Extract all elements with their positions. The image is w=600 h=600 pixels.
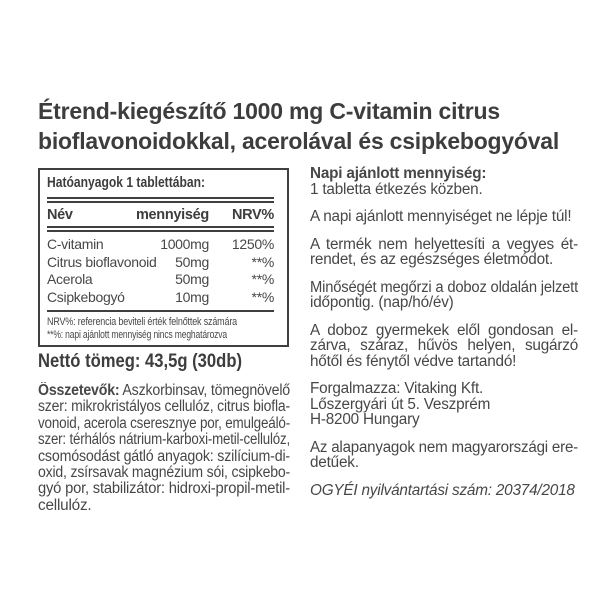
ingredient-name: Csipkebogyó bbox=[47, 288, 125, 305]
ingredients-line: szer: mikrokristályos cellulóz, citrus biofla- bbox=[38, 398, 290, 416]
distributor-paragraph-line: Lőszergyári út 5. Veszprém bbox=[310, 395, 491, 413]
ingredient-nrv: **% bbox=[251, 271, 274, 287]
distributor-paragraph bbox=[310, 381, 578, 428]
ingredient-nrv: **% bbox=[251, 288, 274, 305]
best-before-paragraph-line: időpontig. (nap/hó/év) bbox=[310, 294, 454, 311]
facts-header-row bbox=[47, 207, 274, 224]
ingredient-name: C-vitamin bbox=[47, 236, 104, 252]
facts-footnotes bbox=[47, 316, 274, 342]
ingredients-line: oxid, zsírsavak magnézium sói, csipkebo- bbox=[38, 464, 290, 482]
do-not-exceed-paragraph bbox=[310, 209, 578, 225]
facts-footnote: NRV%: referencia beviteli érték felnőttek számára bbox=[47, 315, 237, 328]
ingredient-name: Acerola bbox=[47, 271, 93, 287]
storage-paragraph bbox=[310, 323, 578, 370]
not-a-substitute-paragraph-line: A termék nem helyettesíti a vegyes ét- bbox=[310, 235, 578, 253]
ingredients-line: szer: térhálós nátrium-karboxi-metil-cellulóz, bbox=[38, 431, 291, 449]
best-before-paragraph-line: Minőségét megőrzi a doboz oldalán jelzett bbox=[310, 278, 578, 296]
ingredient-amount: 50mg bbox=[175, 253, 209, 270]
net-weight bbox=[38, 350, 242, 373]
facts-rows bbox=[47, 236, 274, 306]
ingredients-line: cellulóz. bbox=[38, 496, 92, 514]
ingredient-amount: 50mg bbox=[175, 271, 209, 287]
distributor-paragraph-line: H-8200 Hungary bbox=[310, 411, 420, 428]
double-rule-top bbox=[47, 197, 274, 203]
storage-paragraph-line: A doboz gyermekek elől gondosan el- bbox=[310, 321, 579, 339]
column-header-amount: mennyiség bbox=[135, 207, 209, 223]
right-column bbox=[310, 166, 578, 510]
net-weight-line: Nettó tömeg: 43,5g (30db) bbox=[38, 351, 243, 372]
facts-heading: Hatóanyagok 1 tablettában: bbox=[47, 175, 206, 191]
registration-paragraph bbox=[310, 483, 578, 499]
ingredients-paragraph bbox=[38, 383, 290, 514]
ingredient-amount: 1000mg bbox=[160, 236, 209, 252]
ingredient-nrv: 1250% bbox=[231, 236, 274, 252]
product-title bbox=[38, 96, 562, 156]
product-title-line1: Étrend-kiegészítő 1000 mg C-vitamin citrus bbox=[38, 98, 500, 124]
origin-paragraph-line: detűek. bbox=[310, 454, 359, 471]
facts-footnote: **%: napi ajánlott mennyiség nincs meghatározva bbox=[47, 328, 228, 341]
storage-paragraph-line: zárva, száraz, hűvös helyen, sugárzó bbox=[310, 337, 579, 354]
ingredients-line: Összetevők: Aszkorbinsav, tömegnövelő bbox=[38, 382, 290, 399]
product-title-line2: bioflavonoidokkal, acerolával és csipkebogyóval bbox=[38, 128, 560, 154]
facts-row bbox=[47, 271, 274, 289]
facts-row bbox=[47, 236, 274, 254]
ingredients-line: csomósodást gátló anyagok: szilícium-di- bbox=[38, 447, 290, 465]
daily-dose-paragraph-line: 1 tabletta étkezés közben. bbox=[310, 180, 483, 198]
do-not-exceed-paragraph-line: A napi ajánlott mennyiséget ne lépje túl! bbox=[310, 208, 572, 225]
not-a-substitute-paragraph-line: rendet, és az egészséges életmódot. bbox=[310, 251, 554, 268]
best-before-paragraph bbox=[310, 280, 578, 311]
ingredient-nrv: **% bbox=[251, 253, 274, 270]
single-rule-bottom bbox=[47, 310, 274, 312]
registration-paragraph-line: OGYÉI nyilvántartási szám: 20374/2018 bbox=[310, 481, 575, 499]
origin-paragraph bbox=[310, 440, 578, 471]
daily-dose-paragraph-line: Napi ajánlott mennyiség: bbox=[310, 165, 487, 182]
storage-paragraph-line: hőtől és fénytől védve tartandó! bbox=[310, 352, 517, 370]
distributor-paragraph-line: Forgalmazza: Vitaking Kft. bbox=[310, 380, 484, 397]
column-header-nrv: NRV% bbox=[231, 207, 274, 223]
ingredients-line: vonoid, acerola cseresznye por, emulgeáló- bbox=[38, 414, 290, 432]
double-rule-mid bbox=[47, 226, 274, 232]
facts-row bbox=[47, 289, 274, 307]
daily-dose-paragraph bbox=[310, 166, 578, 197]
ingredient-amount: 10mg bbox=[175, 288, 209, 305]
ingredient-name: Citrus bioflavonoid bbox=[47, 253, 157, 270]
ingredients-line: gyó por, stabilizátor: hidroxi-propil-metil- bbox=[38, 480, 290, 498]
column-header-name: Név bbox=[47, 207, 73, 223]
origin-paragraph-line: Az alapanyagok nem magyarországi ere- bbox=[310, 438, 578, 456]
supplement-facts-box bbox=[38, 168, 289, 347]
not-a-substitute-paragraph bbox=[310, 237, 578, 268]
ingredients-label: Összetevők: bbox=[38, 382, 120, 399]
facts-row bbox=[47, 254, 274, 272]
